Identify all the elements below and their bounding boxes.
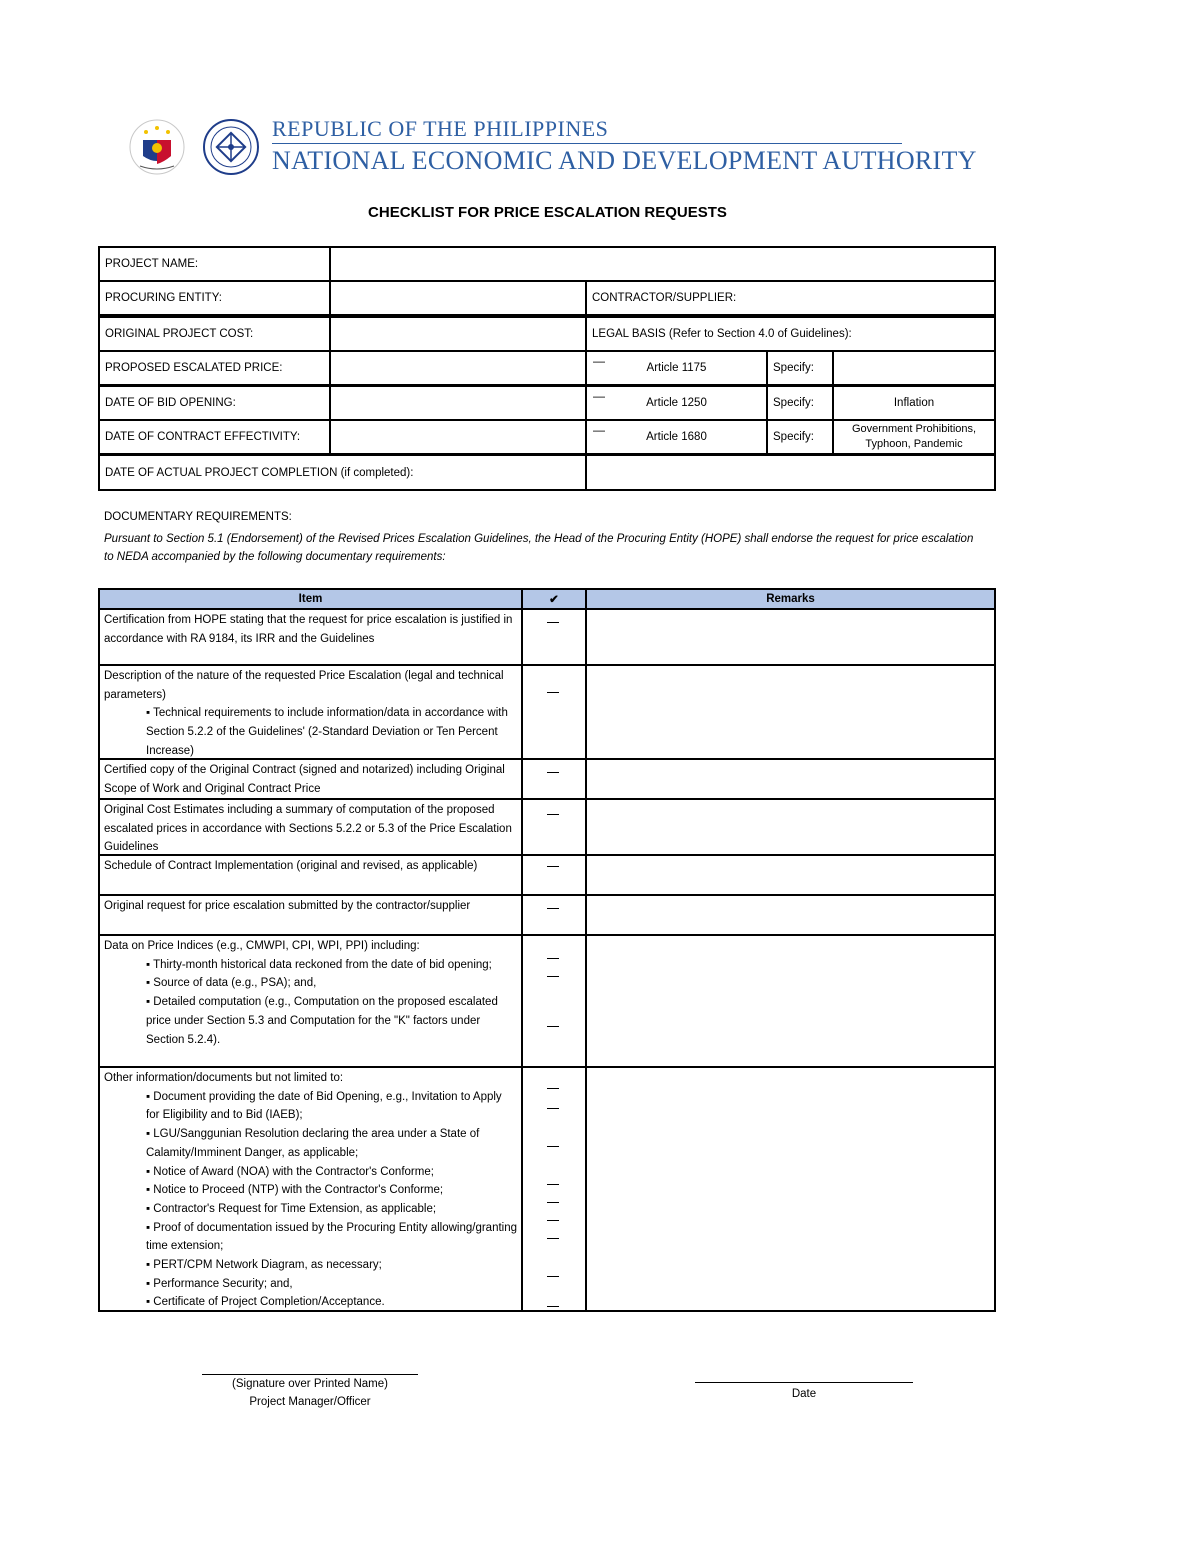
contract-effectivity-label: DATE OF CONTRACT EFFECTIVITY: (98, 419, 331, 455)
original-cost-label: ORIGINAL PROJECT COST: (98, 316, 331, 352)
remarks-field[interactable] (585, 608, 996, 666)
sub-item-text: ▪ Proof of documentation issued by the Procuring Entity allowing/granting time extension; (146, 1221, 518, 1253)
article-1250-option[interactable] (585, 385, 768, 421)
remarks-field[interactable] (585, 798, 996, 856)
check-cell[interactable] (521, 758, 587, 800)
item-text: Certified copy of the Original Contract (signed and notarized) including Original Scope of Work and Original Contract Price (104, 764, 505, 795)
procuring-entity-field[interactable] (329, 280, 587, 316)
check-column-header: ✔ (521, 588, 587, 610)
checkbox-dash-icon (547, 958, 559, 959)
sub-item-text: ▪ Thirty-month historical data reckoned from the date of bid opening; (146, 958, 492, 971)
original-cost-field[interactable] (329, 316, 587, 352)
article-label: Article 1175 (646, 362, 707, 374)
bid-opening-label: DATE OF BID OPENING: (98, 385, 331, 421)
item-column-header: Item (98, 588, 523, 610)
project-name-field[interactable] (329, 246, 996, 282)
signature-label: (Signature over Printed Name) (232, 1378, 388, 1390)
checkbox-dash-icon (547, 976, 559, 977)
remarks-field[interactable] (585, 758, 996, 800)
actual-completion-label: DATE OF ACTUAL PROJECT COMPLETION (if completed): (98, 454, 587, 491)
checkbox-dash-icon (547, 1220, 559, 1221)
checklist-item (98, 608, 523, 666)
checklist-item (98, 798, 523, 856)
date-label: Date (791, 1388, 817, 1400)
sub-item-text: ▪ Document providing the date of Bid Opening, e.g., Invitation to Apply for Eligibility and to Bid (IAEB); (146, 1090, 502, 1122)
letterhead (118, 112, 977, 182)
item-text: Description of the nature of the requested Price Escalation (legal and technical parameters) (104, 670, 504, 701)
procuring-entity-label: PROCURING ENTITY: (98, 280, 331, 316)
specify-field[interactable]: Government Prohibitions, Typhoon, Pandemic (832, 419, 996, 455)
checkbox-dash-icon (547, 772, 559, 773)
remarks-field[interactable] (585, 934, 996, 1068)
check-cell[interactable] (521, 854, 587, 896)
checkbox-dash-icon: — (593, 423, 605, 437)
item-text: Data on Price Indices (e.g., CMWPI, CPI, WPI, PPI) including: (104, 940, 420, 952)
checkbox-dash-icon (547, 814, 559, 815)
article-1680-option[interactable] (585, 419, 768, 455)
check-cell[interactable] (521, 1066, 587, 1312)
neda-logo-icon (202, 118, 260, 176)
role-label: Project Manager/Officer (249, 1396, 371, 1408)
proposed-price-field[interactable] (329, 350, 587, 386)
page-title: CHECKLIST FOR PRICE ESCALATION REQUESTS (368, 204, 727, 221)
sub-item-text: ▪ Performance Security; and, (146, 1277, 293, 1290)
checkbox-dash-icon: — (593, 389, 605, 403)
contractor-supplier-label: CONTRACTOR/SUPPLIER: (585, 280, 996, 316)
item-text: Original Cost Estimates including a summary of computation of the proposed escalated prices in accordance with Sections 5.2.2 or 5.3 of the Price Escalation Guidelines (104, 804, 512, 854)
check-cell[interactable] (521, 664, 587, 760)
checklist-item (98, 854, 523, 896)
article-1175-option[interactable] (585, 350, 768, 386)
sub-item-text: ▪ Detailed computation (e.g., Computation on the proposed escalated price under Section 5.3 and Computation for the "K" factors under Section 5.2.4). (146, 996, 498, 1046)
checkbox-dash-icon (547, 1276, 559, 1277)
item-text: Other information/documents but not limited to: (104, 1072, 344, 1084)
specify-field[interactable]: Inflation (832, 385, 996, 421)
sub-item-text: ▪ Notice to Proceed (NTP) with the Contractor's Conforme; (146, 1184, 444, 1197)
item-text: Certification from HOPE stating that the request for price escalation is justified in accordance with RA 9184, its IRR and the Guidelines (104, 614, 513, 645)
checkbox-dash-icon (547, 692, 559, 693)
checkbox-dash-icon (547, 1184, 559, 1185)
checkbox-dash-icon (547, 1088, 559, 1089)
article-label: Article 1680 (646, 431, 707, 443)
header-line-2: NATIONAL ECONOMIC AND DEVELOPMENT AUTHORITY (272, 146, 977, 175)
header-divider (272, 143, 902, 144)
specify-label: Specify: (766, 419, 834, 455)
remarks-field[interactable] (585, 894, 996, 936)
sub-item-text: ▪ Technical requirements to include information/data in accordance with Section 5.2.2 of the Guidelines' (2-Standard Deviation or Ten Percent Increase) (146, 707, 508, 757)
checkbox-dash-icon (547, 1146, 559, 1147)
sub-item-text: ▪ Source of data (e.g., PSA); and, (146, 977, 317, 990)
specify-label: Specify: (766, 385, 834, 421)
remarks-field[interactable] (585, 854, 996, 896)
checkbox-dash-icon (547, 908, 559, 909)
checkbox-dash-icon: — (593, 354, 605, 368)
checkbox-dash-icon (547, 866, 559, 867)
actual-completion-field[interactable] (585, 454, 996, 491)
checklist-item (98, 1066, 523, 1312)
sub-item-text: ▪ Notice of Award (NOA) with the Contractor's Conforme; (146, 1165, 434, 1178)
check-cell[interactable] (521, 894, 587, 936)
checkbox-dash-icon (547, 1026, 559, 1027)
documentary-heading: DOCUMENTARY REQUIREMENTS: (104, 511, 292, 523)
check-cell[interactable] (521, 798, 587, 856)
item-text: Schedule of Contract Implementation (original and revised, as applicable) (104, 860, 478, 872)
checkbox-dash-icon (547, 1202, 559, 1203)
documentary-intro: Pursuant to Section 5.1 (Endorsement) of the Revised Prices Escalation Guidelines, the Head of the Procuring Entity (HOPE) shall endorse the request for price escalation to NEDA accompanied by the following documentary requirements: (104, 533, 974, 563)
remarks-column-header: Remarks (585, 588, 996, 610)
bid-opening-field[interactable] (329, 385, 587, 421)
legal-basis-label: LEGAL BASIS (Refer to Section 4.0 of Guidelines): (585, 316, 996, 352)
proposed-price-label: PROPOSED ESCALATED PRICE: (98, 350, 331, 386)
contract-effectivity-field[interactable] (329, 419, 587, 455)
header-line-1: REPUBLIC OF THE PHILIPPINES (272, 116, 609, 141)
check-cell[interactable] (521, 608, 587, 666)
check-cell[interactable] (521, 934, 587, 1068)
sub-item-text: ▪ LGU/Sanggunian Resolution declaring the area under a State of Calamity/Imminent Danger, as applicable; (146, 1128, 480, 1159)
article-label: Article 1250 (646, 397, 707, 409)
remarks-field[interactable] (585, 664, 996, 760)
checkbox-dash-icon (547, 622, 559, 623)
sub-item-text: ▪ Certificate of Project Completion/Acceptance. (146, 1296, 385, 1309)
project-name-label: PROJECT NAME: (98, 246, 331, 282)
checkbox-dash-icon (547, 1306, 559, 1307)
specify-label: Specify: (766, 350, 834, 386)
specify-field[interactable] (832, 350, 996, 386)
item-text: Original request for price escalation submitted by the contractor/supplier (104, 900, 471, 912)
checklist-item (98, 934, 523, 1068)
checklist-item (98, 894, 523, 936)
checklist-item (98, 664, 523, 760)
checkbox-dash-icon (547, 1238, 559, 1239)
signature-line[interactable] (202, 1374, 418, 1375)
checkbox-dash-icon (547, 1108, 559, 1109)
sub-item-text: ▪ PERT/CPM Network Diagram, as necessary; (146, 1259, 382, 1272)
checklist-item (98, 758, 523, 800)
date-line[interactable] (695, 1382, 913, 1383)
remarks-field[interactable] (585, 1066, 996, 1312)
sub-item-text: ▪ Contractor's Request for Time Extension, as applicable; (146, 1202, 437, 1215)
philippine-seal-icon (128, 118, 186, 176)
